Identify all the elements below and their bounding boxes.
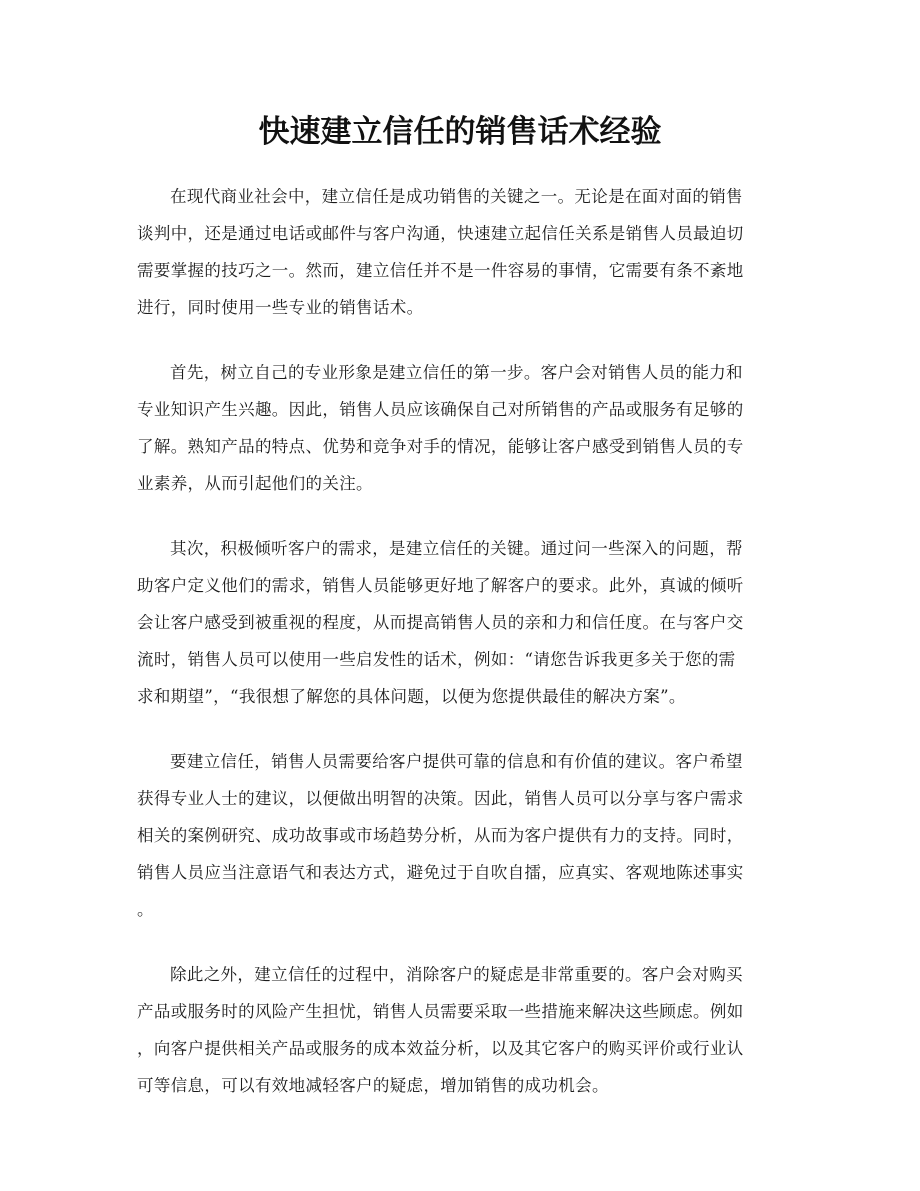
paragraph-line: ，向客户提供相关产品或服务的成本效益分析，以及其它客户的购买评价或行业认: [137, 1039, 744, 1058]
paragraph-line: 谈判中，还是通过电话或邮件与客户沟通，快速建立起信任关系是销售人员最迫切: [137, 224, 744, 243]
paragraph-line: 首先，树立自己的专业形象是建立信任的第一步。客户会对销售人员的能力和: [170, 363, 743, 382]
paragraph-line: 产品或服务时的风险产生担忧，销售人员需要采取一些措施来解决这些顾虑。例如: [137, 1002, 744, 1021]
paragraph-3: [137, 530, 787, 715]
paragraph-line: 在现代商业社会中，建立信任是成功销售的关键之一。无论是在面对面的销售: [170, 187, 743, 206]
paragraph-line: 获得专业人士的建议，以便做出明智的决策。因此，销售人员可以分享与客户需求: [137, 789, 744, 808]
paragraph-line: 专业知识产生兴趣。因此，销售人员应该确保自己对所销售的产品或服务有足够的: [137, 400, 744, 419]
paragraph-line: 了解。熟知产品的特点、优势和竞争对手的情况，能够让客户感受到销售人员的专: [137, 437, 744, 456]
paragraph-line: 除此之外，建立信任的过程中，消除客户的疑虑是非常重要的。客户会对购买: [170, 965, 743, 984]
paragraph-line: 助客户定义他们的需求，销售人员能够更好地了解客户的要求。此外，真诚的倾听: [137, 576, 744, 595]
paragraph-4: [137, 743, 787, 928]
paragraph-line: 其次，积极倾听客户的需求，是建立信任的关键。通过问一些深入的问题，帮: [170, 539, 743, 558]
document-title: 快速建立信任的销售话术经验: [258, 114, 662, 150]
paragraph-line: 求和期望”，“我很想了解您的具体问题，以便为您提供最佳的解决方案”。: [137, 687, 686, 706]
paragraph-line: 相关的案例研究、成功故事或市场趋势分析，从而为客户提供有力的支持。同时，: [137, 826, 744, 845]
paragraph-line: 业素养，从而引起他们的关注。: [137, 474, 373, 493]
paragraph-line: 。: [137, 900, 154, 919]
paragraph-1: [137, 178, 787, 326]
paragraph-line: 销售人员应当注意语气和表达方式，避免过于自吹自擂，应真实、客观地陈述事实: [137, 863, 744, 882]
paragraph-2: [137, 354, 787, 502]
paragraph-line: 进行，同时使用一些专业的销售话术。: [137, 298, 424, 317]
document-body: [137, 178, 787, 1132]
paragraph-line: 流时，销售人员可以使用一些启发性的话术，例如：“请您告诉我更多关于您的需: [137, 650, 736, 669]
paragraph-5: [137, 956, 787, 1104]
paragraph-line: 要建立信任，销售人员需要给客户提供可靠的信息和有价值的建议。客户希望: [170, 752, 743, 771]
paragraph-line: 需要掌握的技巧之一。然而，建立信任并不是一件容易的事情，它需要有条不紊地: [137, 261, 744, 280]
paragraph-line: 可等信息，可以有效地减轻客户的疑虑，增加销售的成功机会。: [137, 1076, 609, 1095]
paragraph-line: 会让客户感受到被重视的程度，从而提高销售人员的亲和力和信任度。在与客户交: [137, 613, 744, 632]
